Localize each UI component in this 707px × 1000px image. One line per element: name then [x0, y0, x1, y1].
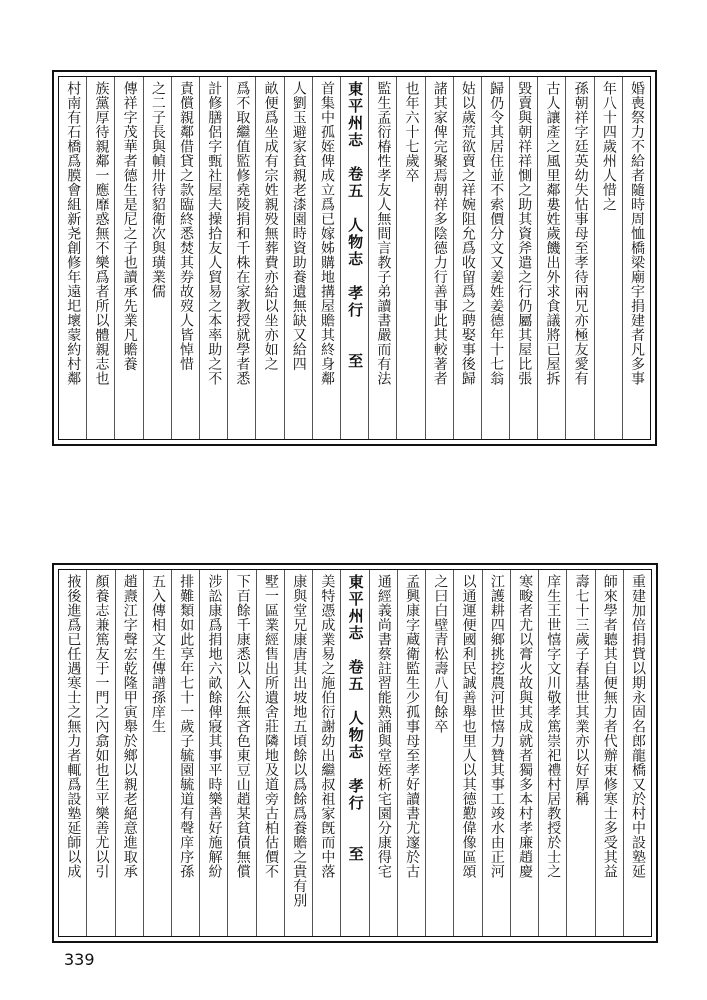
- column-text: 爲不取繼值監修堯陵捐和千株在家教授就學者悉: [234, 81, 251, 386]
- column-text: 通經義尚書蔡註習能熟誦與堂姪析宅園分康得宅: [375, 574, 392, 879]
- column-text: 之曰白壁青松壽八旬餘卒: [432, 574, 449, 734]
- text-column: [199, 570, 227, 936]
- column-text: 歸仍令其居住並不索價分文又姜姓姜德年十七翁: [488, 81, 505, 386]
- bottom-page-frame: [52, 563, 658, 943]
- column-text: 寒畯者尤以膏火故與其成就者獨多本村孝廉趙慶: [517, 574, 534, 879]
- text-column: [143, 77, 171, 439]
- column-text: 康與堂兄康唐其出坡地五頃餘以爲餘爲養贍之貴有別: [291, 574, 308, 908]
- text-column: [284, 570, 312, 936]
- text-column: [227, 77, 255, 439]
- text-column: [368, 77, 396, 439]
- text-column: [59, 570, 86, 936]
- column-text: 首集中孤姪俾成立爲已嫁姊購地搆屋贍其終身鄰: [318, 81, 335, 386]
- text-column: [284, 77, 312, 439]
- column-text: 監生孟衍椿性孝友人無間言教子弟讀書嚴而有法: [375, 81, 392, 386]
- column-text: 毀賣與朝祥祥惻之助其資斧遣之行仍屬其屋比張: [516, 81, 533, 386]
- column-text: 婚喪祭力不給者隨時周恤橋梁廟宇捐建者凡多事: [629, 81, 645, 386]
- bottom-page-columns: [59, 570, 651, 936]
- column-text: 孫朝祥字廷英幼失怙事母至孝待兩兄亦極友愛有: [572, 81, 589, 386]
- text-column: [171, 570, 199, 936]
- running-title-text: 東平州志 卷五 人物志 孝行 至: [346, 574, 365, 863]
- text-column: [115, 570, 143, 936]
- column-text: 之二子長與幀卅待貂衛次與璜業儒: [149, 81, 166, 299]
- top-page-frame: [52, 70, 657, 446]
- text-column: [537, 77, 565, 439]
- page-number: 339: [64, 950, 95, 969]
- column-text: 涉訟康爲捐地六畝餘俾寢其事平時樂善好施解紛: [206, 574, 223, 879]
- column-text: 孟興康字蔵衛監生少孤事母至孝好讀書尤邃於古: [404, 574, 421, 879]
- column-text: 諸其家俾完聚焉朝祥多陰德力行善事此其較著者: [431, 81, 448, 386]
- text-column: [538, 570, 566, 936]
- text-column: [143, 570, 171, 936]
- text-column: [171, 77, 199, 439]
- text-column: [396, 77, 424, 439]
- text-column: [369, 570, 397, 936]
- text-column: [510, 570, 538, 936]
- column-text: 五入傳相文生傳譜孫庠生: [150, 574, 167, 734]
- column-text: 美特憑成業易之施伯衍謝幼出繼叔祖家旣而中落: [319, 574, 336, 879]
- running-title-banner: [340, 77, 368, 439]
- text-column: [312, 77, 340, 439]
- column-text: 姑以歲荒欲賣之祥婉阻允爲收留爲之聘娶事後歸: [459, 81, 476, 386]
- text-column: [482, 570, 510, 936]
- text-column: [256, 570, 284, 936]
- text-column: [481, 77, 509, 439]
- bottom-page-text-block: [58, 569, 652, 937]
- text-column: [509, 77, 537, 439]
- column-text: 畝便爲坐成有宗姓親殁無葬費亦給以坐亦如之: [262, 81, 279, 371]
- text-column: [86, 570, 114, 936]
- text-column: [86, 77, 114, 439]
- text-column: [397, 570, 425, 936]
- column-text: 人劉玉避家貧親老漆園時資助養遺無缺又給四: [290, 81, 307, 371]
- column-text: 庠生王世憘字文川敬孝篤崇祀禮村居教授於士之: [545, 574, 562, 879]
- text-column: [453, 570, 481, 936]
- column-text: 古人讓產之風里鄰婁姓歲饑出外求食議將已屋拆: [544, 81, 561, 386]
- column-text: 下百餘千康悉以入公無吝色東豆山趙某貧債無償: [234, 574, 251, 879]
- text-column: [59, 77, 86, 439]
- column-text: 趙燾江字聲宏乾隆甲寅舉於鄉以親老絕意進取承: [121, 574, 138, 879]
- text-column: [595, 570, 623, 936]
- running-title-text: 東平州志 卷五 人物志 孝行 至: [346, 81, 365, 370]
- column-text: 傳祥字茂華者德生是尼之子也讀承先業凡贍養: [121, 81, 138, 371]
- text-column: [227, 570, 255, 936]
- column-text: 墅一區業經售出所遺舍莊隣地及道旁古柏估價不: [262, 574, 279, 879]
- column-text: 江護耕四鄉挑挖農河世憘力贊其事工竣水由正河: [488, 574, 505, 879]
- column-text: 師來學者聽其自便無力者代辦束修寒士多受其益: [601, 574, 618, 879]
- running-title-banner: [340, 570, 368, 936]
- text-column: [255, 77, 283, 439]
- bottom-page: [0, 500, 707, 1000]
- column-text: 以通運便國利民誠善舉也里人以其德懃偉像區頌: [460, 574, 477, 879]
- text-column: [199, 77, 227, 439]
- column-text: 排難類如此享年七十一歲子毓園毓道有聲庠序孫: [178, 574, 195, 879]
- top-page-columns: [59, 77, 650, 439]
- text-column: [425, 77, 453, 439]
- column-text: 年八十四歲州人惜之: [600, 81, 617, 212]
- text-column: [623, 570, 651, 936]
- column-text: 族黨厚待親鄰一應靡惑無不樂爲者所以體親志也: [93, 81, 110, 386]
- column-text: 也年六十七歲卒: [403, 81, 420, 183]
- text-column: [425, 570, 453, 936]
- column-text: 村南有石橋爲膜會組新尧創修年遠圯壞蒙約村鄰: [65, 81, 82, 386]
- text-column: [312, 570, 340, 936]
- text-column: [565, 77, 593, 439]
- text-column: [453, 77, 481, 439]
- column-text: 壽七十三歲子春基世其業亦以好厚稱: [573, 574, 590, 806]
- column-text: 顏養志兼篤友于一門之內翕如也生平樂善尤以引: [93, 574, 110, 879]
- column-text: 計修膳侶字甄社屋夫操拾友人貿易之本率助之不: [206, 81, 223, 386]
- column-text: 責償親鄰借貸之款臨終悉焚其券故歿人皆悼惜: [178, 81, 194, 371]
- column-text: 重建加倍捐貲以期永固名郎龍橋又於村中設塾延: [630, 574, 646, 879]
- text-column: [114, 77, 142, 439]
- column-text: 掖後進爲已任遇寒士之無力者輒爲設塾延師以成: [65, 574, 82, 879]
- top-page-text-block: [58, 76, 651, 440]
- text-column: [622, 77, 650, 439]
- text-column: [594, 77, 622, 439]
- text-column: [566, 570, 594, 936]
